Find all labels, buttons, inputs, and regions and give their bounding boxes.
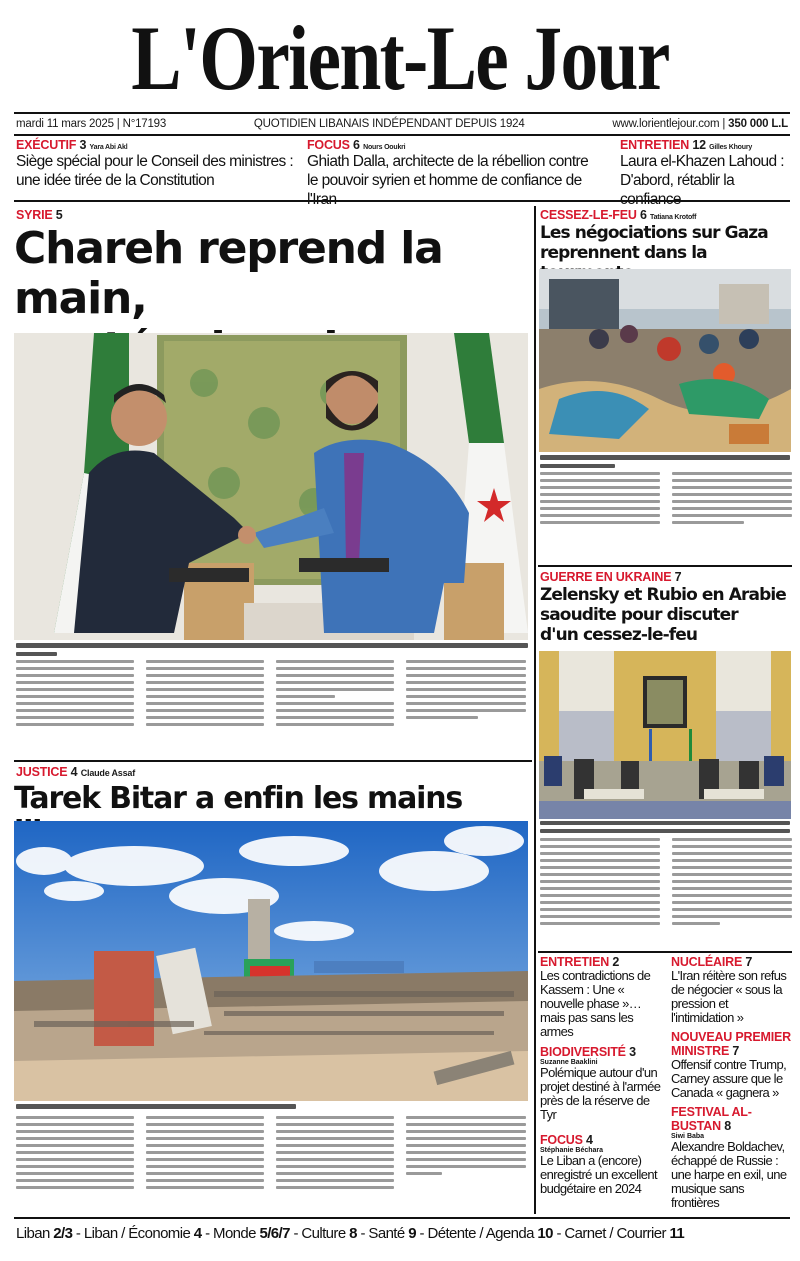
teaser-page: 3: [79, 138, 87, 152]
lead-kicker: SYRIE 5: [16, 208, 63, 222]
teaser-text: Laura el-Khazen Lahoud : D'abord, rétablir la: [620, 153, 784, 189]
teaser-text: Ghiath Dalla, architecte de la rébellion contre le pouvoir syrien et homme de confiance de: [307, 153, 589, 189]
index-item[interactable]: Culture 8: [301, 1225, 357, 1242]
justice-headline[interactable]: Tarek Bitar a enfin les mains: [14, 781, 463, 816]
info-bar: mardi 11 mars 2025 | N°17193 QUOTIDIEN LIBANAIS INDÉPENDANT DEPUIS 1924 www.lorientlejour.com | 350 000 L.L: [16, 118, 788, 130]
lead-body-column: [16, 660, 134, 730]
teaser-page: 6: [353, 138, 360, 152]
teaser-text: Siège spécial pour le Conseil des ministres : une idée tirée de la Constitution: [16, 153, 294, 189]
ukraine-kicker: GUERRE EN UKRAINE 7: [540, 570, 682, 584]
teaser-author: Yara Abi Akl: [89, 144, 128, 151]
teaser-section: ENTRETIEN: [620, 138, 690, 152]
justice-body-column: [16, 1116, 134, 1193]
teaser-section: FOCUS: [307, 138, 350, 152]
divider: [14, 760, 532, 762]
tagline: QUOTIDIEN LIBANAIS INDÉPENDANT DEPUIS 1924: [253, 118, 525, 130]
gaza-headline-line: reprennent dans la: [540, 243, 707, 263]
brief-focus[interactable]: FOCUS 4 Stéphanie Béchara Le Liban a (encore) enregistré un excellent budgétaire en 2024: [540, 1133, 665, 1196]
ukraine-photo[interactable]: [539, 651, 791, 819]
brief-text: Offensif contre Trump, Carney assure que le Canada « gagnera »: [671, 1057, 787, 1100]
gaza-body-column: [672, 472, 792, 528]
index-item[interactable]: Liban / Économie 4: [83, 1225, 202, 1242]
lead-caption: [16, 643, 528, 660]
ukraine-headline-line: saoudite pour discuter: [540, 605, 738, 625]
index-item[interactable]: Monde 5/6/7: [213, 1225, 290, 1242]
divider: [14, 200, 790, 202]
ukraine-caption: [540, 821, 790, 837]
section-index: Liban 2/3 - Liban / Économie 4 - Monde 5/6/7 - Culture 8 - Santé 9 - Détente / Agenda 10 - Carnet / Courrier 11: [16, 1225, 685, 1242]
index-item[interactable]: Liban 2/3: [16, 1225, 73, 1242]
divider: [14, 112, 790, 114]
lead-headline-line: Chareh reprend la main,: [14, 223, 443, 324]
justice-body-column: [276, 1116, 394, 1193]
ukraine-headline-line: d'un cessez-le-feu: [540, 625, 698, 645]
lead-photo[interactable]: [14, 333, 528, 640]
gaza-headline-line: Les négociations sur Gaza: [540, 223, 768, 243]
teaser-section: EXÉCUTIF: [16, 138, 77, 152]
brief-entretien[interactable]: ENTRETIEN 2 Les contradictions de Kassem : Une « nouvelle phase »… mais pas sans les armes: [540, 955, 665, 1039]
brief-author: Suzanne Baaklini: [540, 1059, 598, 1066]
teaser-entretien[interactable]: [620, 138, 792, 209]
brief-text: Les contradictions de Kassem : Une « nouvelle phase »… mais pas sans les armes: [540, 968, 651, 1039]
gaza-kicker: CESSEZ-LE-FEU 6 Tatiana Krotoff: [540, 208, 697, 222]
justice-photo[interactable]: [14, 821, 528, 1101]
ukraine-headline-line: Zelensky et Rubio en Arabie: [540, 585, 786, 605]
issue-date: mardi 11 mars 2025 | N°17193: [16, 118, 167, 130]
brief-text: Alexandre Boldachev, échappé de Russie : une harpe en exil, une musique sans frontières: [671, 1139, 787, 1210]
brief-author: Stéphanie Béchara: [540, 1147, 604, 1154]
lead-body-column: [276, 660, 394, 730]
justice-body-column: [146, 1116, 264, 1193]
divider: [14, 134, 790, 136]
divider: [14, 1217, 790, 1219]
brief-biodiversite[interactable]: BIODIVERSITÉ 3 Suzanne Baaklini Polémique autour d'un projet destiné à l'armée près de la réserve de Tyr: [540, 1045, 665, 1122]
website-link[interactable]: www.lorientlejour.com: [612, 118, 720, 130]
justice-caption: [16, 1104, 296, 1113]
justice-body-column: [406, 1116, 526, 1179]
gaza-photo[interactable]: [539, 269, 791, 452]
lead-body-column: [146, 660, 264, 730]
index-item[interactable]: Carnet / Courrier 11: [564, 1225, 685, 1242]
brief-premier-ministre[interactable]: NOUVEAU PREMIER MINISTRE 7 Offensif contre Trump, Carney assure que le Canada « gagnera »: [671, 1030, 793, 1100]
justice-kicker: JUSTICE 4 Claude Assaf: [16, 765, 136, 779]
brief-author: Siwi Baba: [671, 1133, 705, 1140]
brief-nucleaire[interactable]: NUCLÉAIRE 7 L'Iran réitère son refus de négocier « sous la pression et l'intimidation »: [671, 955, 793, 1025]
lead-body-column: [406, 660, 526, 723]
index-item[interactable]: Détente / Agenda 10: [427, 1225, 553, 1242]
index-item[interactable]: Santé 9: [368, 1225, 416, 1242]
brief-text: Le Liban a (encore) enregistré un excellent budgétaire en 2024: [540, 1153, 658, 1196]
column-divider: [534, 206, 536, 1214]
price: 350 000 L.L: [728, 118, 788, 130]
masthead-logo: L'Orient-Le Jour: [131, 7, 669, 109]
gaza-caption: [540, 455, 790, 472]
teaser-executif[interactable]: [16, 138, 306, 190]
brief-text: Polémique autour d'un projet destiné à l'armée près de la réserve de Tyr: [540, 1065, 661, 1122]
ukraine-body-column: [540, 838, 660, 929]
divider: [538, 565, 792, 567]
ukraine-headline[interactable]: [540, 585, 795, 645]
brief-text: L'Iran réitère son refus de négocier « sous la pression et l'intimidation »: [671, 968, 787, 1025]
teaser-focus[interactable]: [307, 138, 597, 209]
teaser-page: 12: [692, 138, 706, 152]
gaza-body-column: [540, 472, 660, 528]
divider: [538, 951, 792, 953]
brief-festival[interactable]: FESTIVAL AL-BUSTAN 8 Siwi Baba Alexandre Boldachev, échappé de Russie : une harpe en exil, une musique sans frontières: [671, 1105, 793, 1210]
ukraine-body-column: [672, 838, 792, 929]
teaser-author: Gilles Khoury: [709, 144, 753, 151]
teaser-author: Nours Ooukri: [363, 144, 406, 151]
